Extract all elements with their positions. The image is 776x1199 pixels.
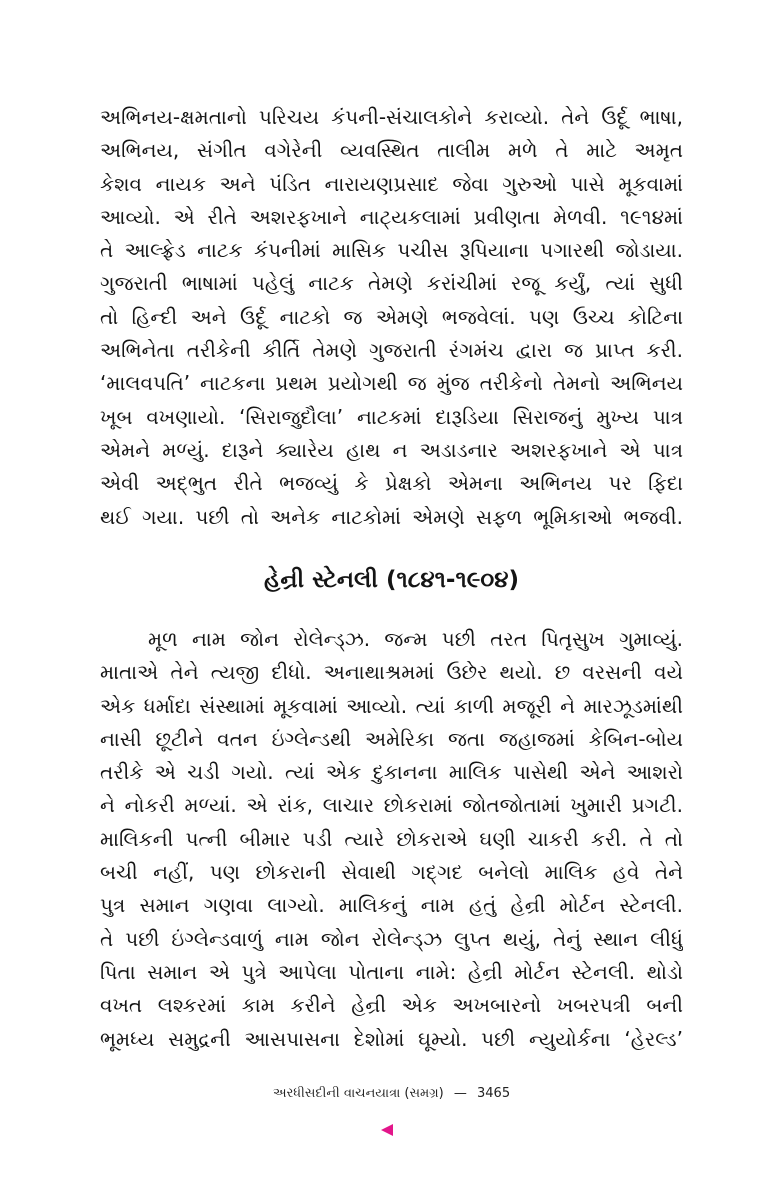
text-line: તે આલ્ફ્રેડ નાટક કંપનીમાં માસિક પચીસ રૂપિયાના પગારથી જોડાયા. [100, 238, 683, 263]
running-title: અરધીસદીની વાચનયાત્રા (સમગ્ર) [272, 1086, 444, 1101]
text-line: પિતા સમાન એ પુત્રે આપેલા પોતાના નામે: હેન્રી મોર્ટન સ્ટેનલી. થોડો [100, 959, 683, 984]
text-line: અભિનેતા તરીકેની કીર્તિ તેમણે ગુજરાતી રંગમંચ દ્વારા જ પ્રાપ્ત કરી. [100, 338, 683, 363]
text-line: પુત્ર સમાન ગણવા લાગ્યો. માલિકનું નામ હતું હેન્રી મોર્ટન સ્ટેનલી. [100, 893, 683, 918]
page-number: 3465 [477, 1086, 511, 1101]
text-line: કેશવ નાયક અને પંડિત નારાયણપ્રસાદ જેવા ગુરુઓ પાસે મૂકવામાં [100, 171, 683, 196]
text-line: મૂળ નામ જોન રોલેન્ડ્ઝ. જન્મ પછી તરત પિતૃસુખ ગુમાવ્યું. [148, 627, 683, 651]
text-line: ‘માલવપતિ’ નાટકના પ્રથમ પ્રયોગથી જ મુંજ તરીકેનો તેમનો અભિનય [100, 371, 683, 396]
text-line: તો હિન્દી અને ઉર્દૂ નાટકો જ એમણે ભજવેલાં. પણ ઉચ્ચ કોટિના [100, 304, 683, 329]
text-line: અભિનય-ક્ષમતાનો પરિચય કંપની-સંચાલકોને કરાવ્યો. તેને ઉર્દૂ ભાષા, [100, 105, 683, 129]
text-line: ગુજરાતી ભાષામાં પહેલું નાટક તેમણે કરાંચીમાં રજૂ કર્યું, ત્યાં સુધી [100, 271, 683, 296]
text-line: વખત લશ્કરમાં કામ કરીને હેન્રી એક અખબારનો ખબરપત્રી બની [100, 993, 683, 1018]
text-line: એમને મળ્યું. દારૂને ક્યારેય હાથ ન અડાડનાર અશરફખાને એ પાત્ર [100, 437, 683, 462]
text-line: ભૂમધ્ય સમુદ્રની આસપાસના દેશોમાં ઘૂમ્યો. પછી ન્યુયોર્કના ‘હેરલ્ડ’ [100, 1026, 683, 1051]
text-line: એક ધર્માદા સંસ્થામાં મૂકવામાં આવ્યો. ત્યાં કાળી મજૂરી ને મારઝૂડમાંથી [100, 693, 683, 718]
section-heading: હેન્રી સ્ટેનલી (૧૮૪૧-૧૯૦૪) [264, 567, 519, 593]
text-line: થઈ ગયા. પછી તો અનેક નાટકોમાં એમણે સફળ ભૂમિકાઓ ભજવી. [100, 504, 683, 529]
text-line: નાસી છૂટીને વતન ઇંગ્લેન્ડથી અમેરિકા જતા જહાજમાં કેબિન-બોય [100, 726, 683, 751]
footer-separator: — [453, 1086, 467, 1101]
text-line: માતાએ તેને ત્યજી દીધો. અનાથાશ્રમમાં ઉછેર થયો. છ વરસની વયે [100, 660, 683, 685]
previous-page-triangle-left-icon[interactable] [381, 1124, 393, 1136]
text-line: બચી નહીં, પણ છોકરાની સેવાથી ગદ્ગદ બનેલો માલિક હવે તેને [100, 860, 683, 885]
text-line: એવી અદ્ભુત રીતે ભજવ્યું કે પ્રેક્ષકો એમના અભિનય પર ફિદા [100, 471, 683, 496]
text-line: આવ્યો. એ રીતે અશરફખાને નાટ્યકલામાં પ્રવીણતા મેળવી. ૧૯૧૪માં [100, 204, 683, 229]
text-line: તે પછી ઇંગ્લેન્ડવાળું નામ જોન રોલેન્ડ્ઝ લુપ્ત થયું, તેનું સ્થાન લીધું [100, 926, 683, 951]
text-line: અભિનય, સંગીત વગેરેની વ્યવસ્થિત તાલીમ મળે તે માટે અમૃત [100, 138, 683, 163]
text-line: ને નોકરી મળ્યાં. એ રાંક, લાચાર છોકરામાં જોતજોતામાં ખુમારી પ્રગટી. [100, 793, 683, 818]
text-line: માલિકની પત્ની બીમાર પડી ત્યારે છોકરાએ ઘણી ચાકરી કરી. તે તો [100, 826, 683, 851]
page-footer [100, 1083, 683, 1105]
text-line: તરીકે એ ચડી ગયો. ત્યાં એક દુકાનના માલિક પાસેથી એને આશરો [100, 760, 683, 785]
paragraph-ashrafkhan [100, 101, 683, 534]
paragraph-henry-stanley [100, 623, 683, 1056]
text-line: ખૂબ વખણાયો. ‘સિરાજુદૌલા’ નાટકમાં દારૂડિયા સિરાજનું મુખ્ય પાત્ર [100, 404, 683, 429]
